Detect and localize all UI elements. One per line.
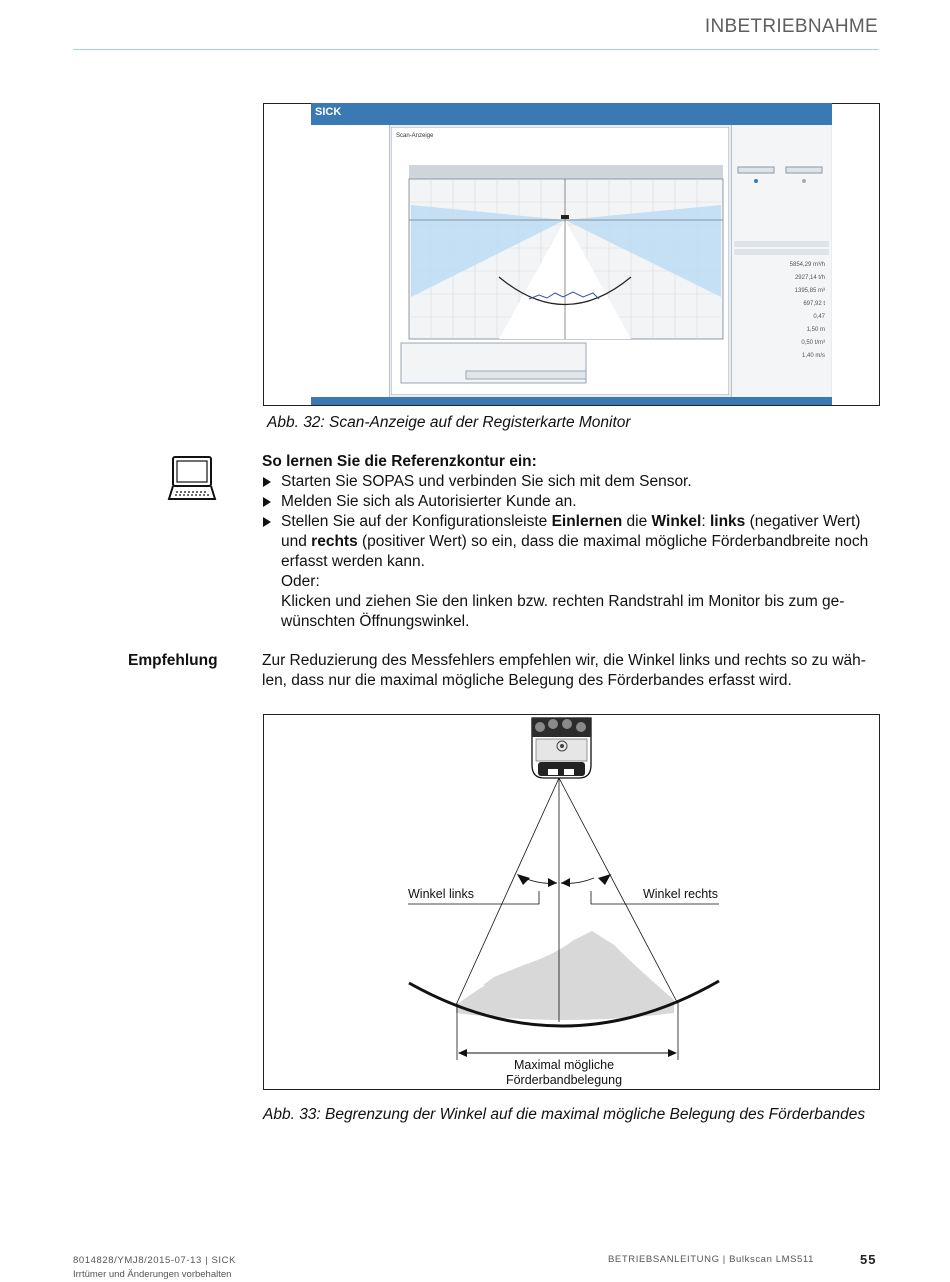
scan-panel-title: Scan-Anzeige (396, 133, 434, 139)
screenshot-device-tree (311, 125, 390, 397)
disclaimer: Irrtümer und Änderungen vorbehalten (73, 1269, 232, 1280)
screenshot-statusbar (311, 397, 832, 405)
step-text: Melden Sie sich als Autorisierter Kunde an. (281, 493, 577, 510)
value-density: 0,50 t/m³ (801, 340, 825, 346)
instruction-step (262, 472, 882, 492)
step-alternative-label: Oder: (281, 573, 320, 590)
value-fill-level: 0,47 (813, 314, 825, 320)
label-winkel-rechts: Winkel rechts (642, 887, 718, 901)
header-rule (73, 49, 879, 50)
doc-id: 8014828/YMJ8/2015-07-13 | SICK (73, 1255, 237, 1266)
instructions-block (262, 452, 882, 632)
value-mass-flow: 2927,14 t/h (794, 275, 825, 281)
figure-32-caption: Abb. 32: Scan-Anzeige auf der Registerkarte Monitor (267, 414, 631, 431)
step-text: Starten Sie SOPAS und verbinden Sie sich mit dem Sensor. (281, 473, 692, 490)
angle-diagram (264, 715, 879, 1089)
instruction-step (262, 492, 882, 512)
instruction-steps (262, 472, 882, 632)
figure-33-caption: Abb. 33: Begrenzung der Winkel auf die maximal mögliche Belegung des Förderbandes (263, 1106, 866, 1123)
footer-left (73, 1254, 236, 1282)
instructions-heading: So lernen Sie die Referenzkontur ein: (262, 453, 537, 470)
value-volume-flow: 5854,29 m³/h (789, 262, 825, 268)
recommendation-text: Zur Reduzierung des Messfehlers empfehlen wir, die Winkel links und rechts so zu wäh-len, dass nur die maximal mögliche Belegung des Förderbandes erfasst wird. (262, 652, 866, 689)
label-winkel-links: Winkel links (408, 887, 474, 901)
step-text: Stellen Sie auf der Konfigurationsleiste Einlernen die Winkel: links (negativer Wert) und rechts (positiver Wert) so ein, dass die maximal mögliche Förderbandbreite noch erfasst werden kann. (281, 513, 869, 570)
page-number: 55 (860, 1252, 877, 1267)
sensor-icon (532, 718, 591, 778)
scan-view (391, 127, 729, 395)
bullet-arrow-icon (263, 477, 271, 487)
screenshot-values-panel (731, 125, 831, 397)
values-list (767, 259, 825, 363)
label-bottom-line2: Förderbandbelegung (505, 1073, 623, 1087)
value-mass-sum: 697,92 t (803, 301, 825, 307)
bullet-arrow-icon (263, 497, 271, 507)
value-speed: 1,40 m/s (801, 353, 825, 359)
laptop-icon (166, 454, 218, 504)
instruction-step (262, 512, 882, 632)
bullet-arrow-icon (263, 517, 271, 527)
section-title: INBETRIEBNAHME (704, 16, 878, 37)
step-alternative-text: Klicken und ziehen Sie den linken bzw. rechten Randstrahl im Monitor bis zum ge-wünschten Öffnungswinkel. (281, 593, 845, 630)
value-volume-sum: 1395,85 m³ (794, 288, 825, 294)
doc-type: BETRIEBSANLEITUNG | Bulkscan LMS511 (608, 1254, 814, 1265)
value-width: 1,50 m (806, 327, 825, 333)
scanner-marker (561, 215, 569, 219)
recommendation-label: Empfehlung (128, 652, 218, 669)
sick-logo: SICK (315, 106, 342, 118)
screenshot-titlebar (311, 103, 832, 125)
software-screenshot (311, 103, 832, 405)
label-bottom-line1: Maximal mögliche (513, 1058, 615, 1072)
